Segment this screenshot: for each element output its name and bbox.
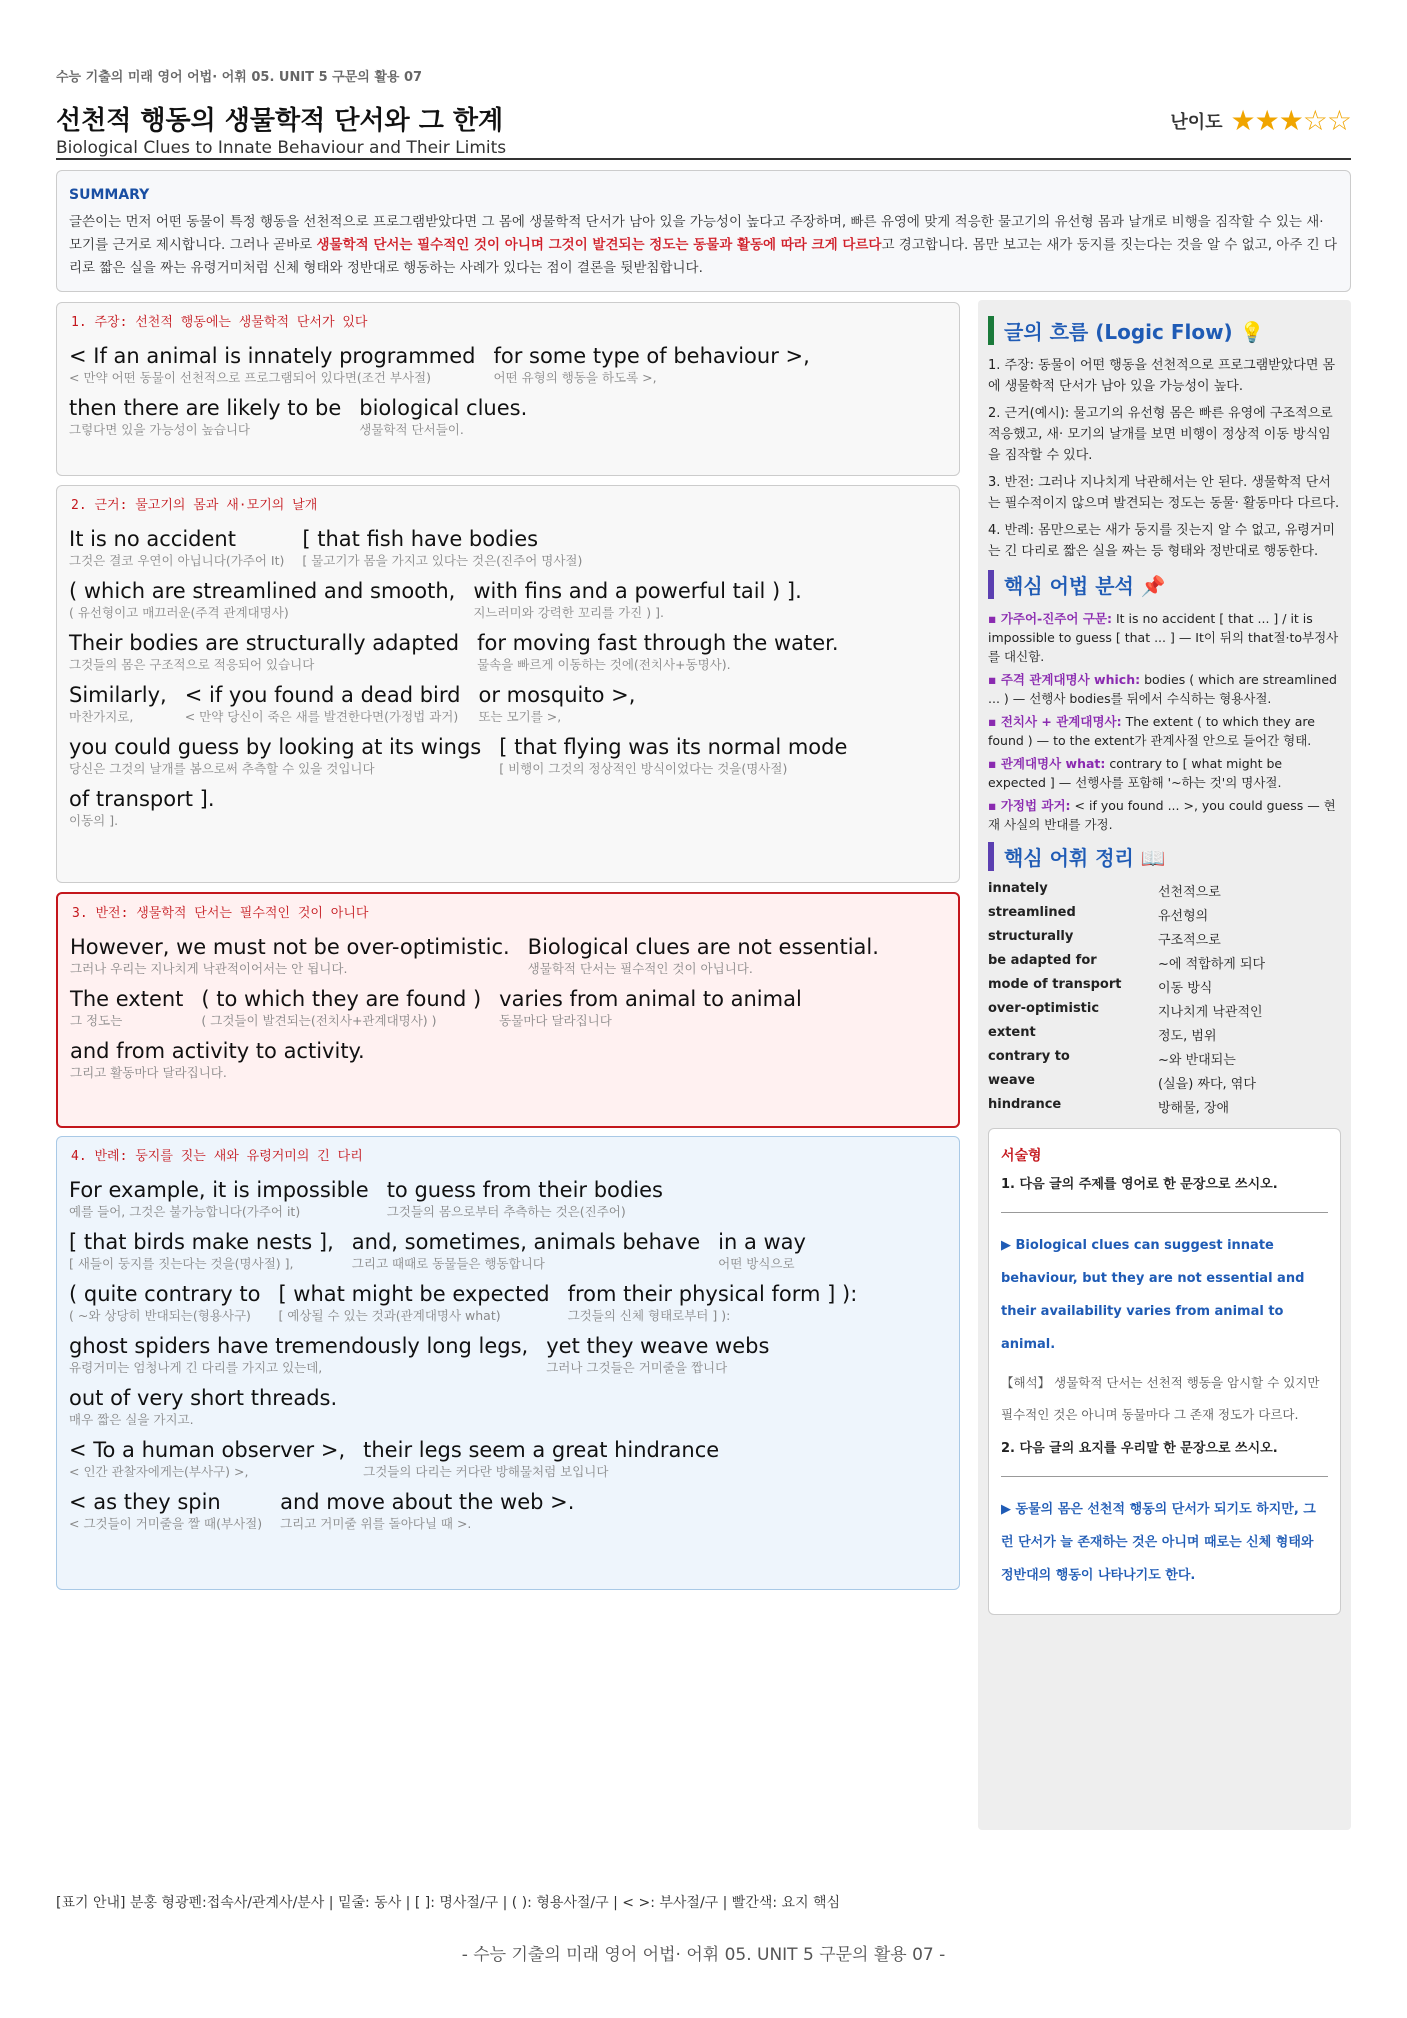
section-tag: 4. 반례: 둥지를 짓는 새와 유령거미의 긴 다리 bbox=[71, 1149, 363, 1164]
grammar-item bbox=[988, 796, 1341, 834]
page-title: 선천적 행동의 생물학적 단서와 그 한계 bbox=[56, 106, 504, 136]
phrase-chunk bbox=[352, 1229, 700, 1271]
summary-heading: SUMMARY bbox=[69, 187, 150, 203]
english-phrase: ( to which they are found ) bbox=[201, 987, 482, 1011]
writing-box bbox=[988, 1128, 1341, 1615]
phrase-chunk bbox=[473, 578, 801, 620]
sentence-line bbox=[69, 578, 947, 620]
vocab-word: weave bbox=[988, 1073, 1035, 1088]
english-phrase: ghost spiders have tremendously long legs, bbox=[69, 1334, 529, 1358]
korean-gloss: 그것들의 몸은 구조적으로 적응되어 있습니다 bbox=[69, 657, 315, 672]
phrase-chunk bbox=[359, 395, 527, 437]
english-phrase: < if you found a dead bird bbox=[184, 683, 461, 707]
vocab-word: extent bbox=[988, 1025, 1036, 1040]
english-phrase: for moving fast through the water. bbox=[477, 631, 839, 655]
phrase-chunk bbox=[478, 682, 635, 724]
english-phrase: then there are likely to be bbox=[69, 396, 342, 420]
phrase-chunk bbox=[69, 1489, 262, 1531]
english-phrase: [ what might be expected bbox=[278, 1282, 550, 1306]
english-phrase: < If an animal is innately programmed bbox=[69, 344, 476, 368]
grammar-title: 핵심 어법 분석 bbox=[1004, 574, 1134, 598]
vocab-word: be adapted for bbox=[988, 953, 1097, 968]
vocab-meaning: 유선형의 bbox=[1158, 909, 1209, 924]
vocab-word: mode of transport bbox=[988, 977, 1122, 992]
vocab-list bbox=[988, 881, 1341, 1116]
sentence-line bbox=[69, 1229, 947, 1271]
sentence-line bbox=[69, 1489, 947, 1531]
english-phrase: Similarly, bbox=[69, 683, 167, 707]
grammar-item bbox=[988, 712, 1341, 750]
sentence-line bbox=[69, 343, 947, 385]
logic-flow-list bbox=[988, 355, 1341, 562]
pin-icon: 📌 bbox=[1140, 574, 1166, 598]
grammar-desc: It is no accident [ that ... ] / it is impossible to guess [ that ... ] — It이 뒤의 that절·to부정사를 대신함. bbox=[988, 611, 1339, 664]
phrase-chunk bbox=[69, 1437, 345, 1479]
english-phrase: The extent bbox=[70, 987, 184, 1011]
phrase-chunk bbox=[69, 343, 475, 385]
grammar-key: ▪ 관계대명사 what: bbox=[988, 756, 1106, 771]
flow-item: 1. 주장: 동물이 어떤 행동을 선천적으로 프로그램받았다면 몸에 생물학적 단서가 남아 있을 가능성이 높다. bbox=[988, 358, 1336, 394]
phrase-chunk bbox=[69, 1177, 369, 1219]
phrase-chunk bbox=[493, 343, 809, 385]
difficulty bbox=[1170, 104, 1351, 137]
answer-1: ▶ Biological clues can suggest innate behaviour, but they are not essential and their availability varies from animal to animal. bbox=[1001, 1212, 1328, 1361]
korean-gloss: 그것은 결코 우연이 아닙니다(가주어 It) bbox=[69, 553, 285, 568]
flow-item: 2. 근거(예시): 물고기의 유선형 몸은 빠른 유영에 구조적으로 적응했고, 새· 모기의 날개를 보면 비행이 정상적 이동 방식임을 짐작할 수 있다. bbox=[988, 406, 1333, 463]
sentence-line bbox=[69, 1177, 947, 1219]
vocab-meaning: ~와 반대되는 bbox=[1158, 1053, 1236, 1068]
summary-text bbox=[69, 211, 1338, 280]
phrase-chunk bbox=[568, 1281, 858, 1323]
vocab-heading bbox=[988, 842, 1341, 871]
english-phrase: Their bodies are structurally adapted bbox=[69, 631, 460, 655]
korean-gloss: 또는 모기를 >, bbox=[478, 709, 562, 724]
vocab-word: hindrance bbox=[988, 1097, 1062, 1112]
grammar-item bbox=[988, 609, 1341, 666]
vocab-meaning: 방해물, 장애 bbox=[1158, 1101, 1230, 1116]
korean-gloss: 어떤 유형의 행동을 하도록 >, bbox=[493, 370, 657, 385]
phrase-chunk bbox=[69, 395, 341, 437]
section-1 bbox=[56, 302, 960, 476]
english-phrase: ( which are streamlined and smooth, bbox=[69, 579, 456, 603]
grammar-key: ▪ 가주어-진주어 구문: bbox=[988, 611, 1112, 626]
sentence-line bbox=[69, 786, 947, 828]
korean-gloss: 생물학적 단서는 필수적인 것이 아닙니다. bbox=[527, 961, 753, 976]
sentence-line bbox=[69, 1385, 947, 1427]
korean-gloss: 매우 짧은 실을 가지고. bbox=[69, 1412, 194, 1427]
flow-item: 3. 반전: 그러나 지나치게 낙관해서는 안 된다. 생물학적 단서는 필수적이지 않으며 발견되는 정도는 동물· 활동마다 다르다. bbox=[988, 475, 1340, 511]
sentence-line bbox=[70, 934, 946, 976]
section-tag: 2. 근거: 물고기의 몸과 새·모기의 날개 bbox=[71, 498, 318, 513]
phrase-chunk bbox=[69, 786, 215, 828]
summary-key-point: 생물학적 단서는 필수적인 것이 아니며 그것이 발견되는 정도는 동물과 활동에 따라 크게 다르다 bbox=[316, 237, 882, 253]
korean-gloss: 마찬가지로, bbox=[69, 709, 134, 724]
phrase-chunk bbox=[499, 734, 847, 776]
phrase-chunk bbox=[69, 526, 284, 568]
summary-text-part: 고 경고합니다. 몸만 보고는 새가 둥지를 짓는다는 것을 알 수 없고, 아주 긴 다리로 짧은 실을 짜는 유령거미처럼 신체 형태와 정반대로 행동하는 사례가 있다는 점이 결론을 뒷받침합니다. bbox=[69, 237, 1338, 276]
phrase-chunk bbox=[69, 1229, 334, 1271]
english-phrase: < as they spin bbox=[69, 1490, 221, 1514]
phrase-chunk bbox=[201, 986, 481, 1028]
english-phrase: out of very short threads. bbox=[69, 1386, 338, 1410]
section-3 bbox=[56, 892, 960, 1128]
phrase-chunk bbox=[70, 1038, 365, 1080]
sentence-line bbox=[69, 630, 947, 672]
vocab-title: 핵심 어휘 정리 bbox=[1004, 846, 1134, 870]
vocab-meaning: (실을) 짜다, 엮다 bbox=[1158, 1077, 1256, 1092]
book-icon: 📖 bbox=[1140, 846, 1166, 870]
phrase-chunk bbox=[363, 1437, 719, 1479]
question-2: 2. 다음 글의 요지를 우리말 한 문장으로 쓰시오. bbox=[1001, 1441, 1278, 1456]
korean-gloss: 유령거미는 엄청나게 긴 다리를 가지고 있는데, bbox=[69, 1360, 323, 1375]
sentence-line bbox=[69, 526, 947, 568]
english-phrase: yet they weave webs bbox=[546, 1334, 770, 1358]
english-phrase: ( quite contrary to bbox=[69, 1282, 261, 1306]
vocab-meaning: 이동 방식 bbox=[1158, 981, 1213, 996]
grammar-key: ▪ 전치사 + 관계대명사: bbox=[988, 714, 1122, 729]
english-phrase: [ that flying was its normal mode bbox=[499, 735, 848, 759]
vocab-meaning: 구조적으로 bbox=[1158, 933, 1221, 948]
vocab-word: innately bbox=[988, 881, 1048, 896]
summary-text-part: 글쓴이는 먼저 어떤 동물이 특정 행동을 선천적으로 프로그램받았다면 그 몸에 생물학적 단서가 남아 있을 가능성이 높다고 주장하며, 빠른 유영에 맞게 적응한 물고기의 유선형 몸과 날개로 비행을 짐작할 수 있는 새· 모기를 근거로 제시합니다. 그러나 곧바로 bbox=[69, 214, 1324, 253]
english-phrase: [ that fish have bodies bbox=[302, 527, 539, 551]
korean-gloss: 그 정도는 bbox=[70, 1013, 123, 1028]
korean-gloss: 그것들의 다리는 커다란 방해물처럼 보입니다 bbox=[363, 1464, 609, 1479]
phrase-chunk bbox=[69, 682, 167, 724]
grammar-item bbox=[988, 670, 1341, 708]
english-phrase: For example, it is impossible bbox=[69, 1178, 369, 1202]
phrase-chunk bbox=[69, 1281, 260, 1323]
phrase-chunk bbox=[69, 1333, 528, 1375]
section-tag: 3. 반전: 생물학적 단서는 필수적인 것이 아니다 bbox=[72, 906, 369, 921]
english-phrase: biological clues. bbox=[359, 396, 528, 420]
translation-1: 【해석】 생물학적 단서는 선천적 행동을 암시할 수 있지만 필수적인 것은 아니며 동물마다 그 존재 정도가 다르다. bbox=[1001, 1375, 1320, 1422]
footer: - 수능 기출의 미래 영어 어법· 어휘 05. UNIT 5 구문의 활용 07 - bbox=[461, 1945, 946, 1965]
english-phrase: and from activity to activity. bbox=[70, 1039, 365, 1063]
vocab-word: streamlined bbox=[988, 905, 1076, 920]
grammar-desc: The extent ( to which they are found ) — to the extent가 관계사절 안으로 들어간 형태. bbox=[988, 714, 1315, 748]
korean-gloss: [ 물고기가 몸을 가지고 있다는 것은(진주어 명사절) bbox=[302, 553, 583, 568]
sentence-line bbox=[70, 1038, 946, 1080]
korean-gloss: 동물마다 달라집니다 bbox=[499, 1013, 612, 1028]
lightbulb-icon: 💡 bbox=[1239, 320, 1265, 344]
phrase-chunk bbox=[70, 986, 183, 1028]
sentence-line bbox=[69, 682, 947, 724]
writing-label: 서술형 bbox=[1001, 1148, 1042, 1164]
korean-gloss: 그리고 거미줄 위를 돌아다닐 때 >. bbox=[280, 1516, 472, 1531]
logic-flow-heading bbox=[988, 316, 1341, 345]
korean-gloss: ( ~와 상당히 반대되는(형용사구) bbox=[69, 1308, 251, 1323]
section-4 bbox=[56, 1136, 960, 1590]
korean-gloss: 물속을 빠르게 이동하는 것에(전치사+동명사). bbox=[477, 657, 731, 672]
korean-gloss: 그리고 활동마다 달라집니다. bbox=[70, 1065, 227, 1080]
korean-gloss: [ 새들이 둥지를 짓는다는 것을(명사절) ], bbox=[69, 1256, 294, 1271]
english-phrase: < To a human observer >, bbox=[69, 1438, 346, 1462]
title-divider bbox=[56, 158, 1351, 160]
sentence-line bbox=[69, 1281, 947, 1323]
korean-gloss: ( 그것들이 발견되는(전치사+관계대명사) ) bbox=[201, 1013, 437, 1028]
grammar-item bbox=[988, 754, 1341, 792]
vocab-meaning: 정도, 범위 bbox=[1158, 1029, 1217, 1044]
korean-gloss: 그러나 그것들은 거미줄을 짭니다 bbox=[546, 1360, 728, 1375]
legend: [표기 안내] 분홍 형광펜:접속사/관계사/분사 | 밑줄: 동사 | [ ]: 명사절/구 | ( ): 형용사절/구 | < >: 부사절/구 | 빨간색: 요지 핵심 bbox=[56, 1895, 841, 1911]
english-phrase: It is no accident bbox=[69, 527, 236, 551]
english-phrase: in a way bbox=[718, 1230, 806, 1254]
sentence-line bbox=[69, 734, 947, 776]
english-phrase: to guess from their bodies bbox=[386, 1178, 663, 1202]
vocab-meaning: ~에 적합하게 되다 bbox=[1158, 957, 1266, 972]
english-phrase: and move about the web >. bbox=[280, 1490, 575, 1514]
korean-gloss: [ 예상될 수 있는 것과(관계대명사 what) bbox=[278, 1308, 501, 1323]
english-phrase: their legs seem a great hindrance bbox=[363, 1438, 720, 1462]
vocab-word: structurally bbox=[988, 929, 1074, 944]
sentence-line bbox=[70, 986, 946, 1028]
english-phrase: from their physical form ] ): bbox=[567, 1282, 858, 1306]
difficulty-label: 난이도 bbox=[1170, 111, 1223, 133]
phrase-chunk bbox=[185, 682, 461, 724]
section-2 bbox=[56, 485, 960, 883]
english-phrase: and, sometimes, animals behave bbox=[351, 1230, 701, 1254]
english-phrase: you could guess by looking at its wings bbox=[69, 735, 482, 759]
english-phrase: of transport ]. bbox=[69, 787, 215, 811]
phrase-chunk bbox=[387, 1177, 663, 1219]
english-phrase: Biological clues are not essential. bbox=[527, 935, 879, 959]
grammar-key: ▪ 주격 관계대명사 which: bbox=[988, 672, 1141, 687]
english-phrase: varies from animal to animal bbox=[499, 987, 802, 1011]
grammar-desc: < if you found ... >, you could guess — 현재 사실의 반대를 가정. bbox=[988, 798, 1336, 832]
sentence-line bbox=[69, 1333, 947, 1375]
korean-gloss: 이동의 ]. bbox=[69, 813, 119, 828]
section-tag: 1. 주장: 선천적 행동에는 생물학적 단서가 있다 bbox=[71, 315, 368, 330]
phrase-chunk bbox=[70, 934, 510, 976]
flow-item: 4. 반례: 몸만으로는 새가 둥지를 짓는지 알 수 없고, 유령거미는 긴 다리로 짧은 실을 짜는 등 형태와 정반대로 행동한다. bbox=[988, 523, 1335, 559]
korean-gloss: [ 비행이 그것의 정상적인 방식이었다는 것을(명사절) bbox=[499, 761, 788, 776]
logic-flow-title: 글의 흐름 (Logic Flow) bbox=[1004, 320, 1233, 344]
english-phrase: or mosquito >, bbox=[478, 683, 636, 707]
question-1: 1. 다음 글의 주제를 영어로 한 문장으로 쓰시오. bbox=[1001, 1177, 1278, 1192]
phrase-chunk bbox=[546, 1333, 769, 1375]
phrase-chunk bbox=[69, 630, 459, 672]
grammar-desc: contrary to [ what might be expected ] — 선행사를 포함해 '~하는 것'의 명사절. bbox=[988, 756, 1283, 790]
phrase-chunk bbox=[278, 1281, 549, 1323]
korean-gloss: ( 유선형이고 매끄러운(주격 관계대명사) bbox=[69, 605, 289, 620]
series-title: 수능 기출의 미래 영어 어법· 어휘 05. UNIT 5 구문의 활용 07 bbox=[56, 70, 423, 85]
korean-gloss: 어떤 방식으로 bbox=[718, 1256, 795, 1271]
english-phrase: for some type of behaviour >, bbox=[493, 344, 810, 368]
english-phrase: with fins and a powerful tail ) ]. bbox=[473, 579, 802, 603]
phrase-chunk bbox=[499, 986, 802, 1028]
phrase-chunk bbox=[528, 934, 879, 976]
phrase-chunk bbox=[69, 734, 481, 776]
vocab-word: over-optimistic bbox=[988, 1001, 1100, 1016]
phrase-chunk bbox=[69, 578, 455, 620]
korean-gloss: < 그것들이 거미줄을 짤 때(부사절) bbox=[69, 1516, 263, 1531]
korean-gloss: 그것들의 몸으로부터 추측하는 것은(진주어) bbox=[386, 1204, 626, 1219]
grammar-key: ▪ 가정법 과거: bbox=[988, 798, 1071, 813]
star-rating-icon: ★★★☆☆ bbox=[1230, 104, 1351, 137]
korean-gloss: < 만약 어떤 동물이 선천적으로 프로그램되어 있다면(조건 부사절) bbox=[69, 370, 431, 385]
vocab-word: contrary to bbox=[988, 1049, 1070, 1064]
phrase-chunk bbox=[477, 630, 838, 672]
korean-gloss: 지느러미와 강력한 꼬리를 가진 ) ]. bbox=[473, 605, 664, 620]
korean-gloss: 그렇다면 있을 가능성이 높습니다 bbox=[69, 422, 250, 437]
korean-gloss: 당신은 그것의 날개를 봄으로써 추측할 수 있을 것입니다 bbox=[69, 761, 375, 776]
phrase-chunk bbox=[280, 1489, 574, 1531]
answer-2: ▶ 동물의 몸은 선천적 행동의 단서가 되기도 하지만, 그런 단서가 늘 존재하는 것은 아니며 때로는 신체 형태와 정반대의 행동이 나타나기도 한다. bbox=[1001, 1476, 1328, 1592]
phrase-chunk bbox=[718, 1229, 806, 1271]
vocab-meaning: 지나치게 낙관적인 bbox=[1158, 1005, 1263, 1020]
english-phrase: However, we must not be over-optimistic. bbox=[70, 935, 510, 959]
sentence-line bbox=[69, 395, 947, 437]
grammar-list bbox=[988, 609, 1341, 834]
phrase-chunk bbox=[69, 1385, 337, 1427]
phrase-chunk bbox=[302, 526, 582, 568]
sidebar bbox=[978, 300, 1351, 1830]
english-phrase: [ that birds make nests ], bbox=[69, 1230, 334, 1254]
vocab-meaning: 선천적으로 bbox=[1158, 885, 1221, 900]
korean-gloss: 예를 들어, 그것은 불가능합니다(가주어 it) bbox=[69, 1204, 301, 1219]
grammar-heading bbox=[988, 570, 1341, 599]
grammar-desc: bodies ( which are streamlined ... ) — 선행사 bodies를 뒤에서 수식하는 형용사절. bbox=[988, 672, 1337, 706]
korean-gloss: 그리고 때때로 동물들은 행동합니다 bbox=[351, 1256, 545, 1271]
korean-gloss: < 인간 관찰자에게는(부사구) >, bbox=[69, 1464, 249, 1479]
korean-gloss: 생물학적 단서들이. bbox=[359, 422, 464, 437]
page-subtitle: Biological Clues to Innate Behaviour and Their Limits bbox=[56, 138, 507, 158]
summary-box bbox=[56, 170, 1351, 292]
sentence-line bbox=[69, 1437, 947, 1479]
korean-gloss: 그것들의 신체 형태로부터 ] ): bbox=[567, 1308, 731, 1323]
korean-gloss: 그러나 우리는 지나치게 낙관적이어서는 안 됩니다. bbox=[70, 961, 348, 976]
korean-gloss: < 만약 당신이 죽은 새를 발견한다면(가정법 과거) bbox=[184, 709, 459, 724]
